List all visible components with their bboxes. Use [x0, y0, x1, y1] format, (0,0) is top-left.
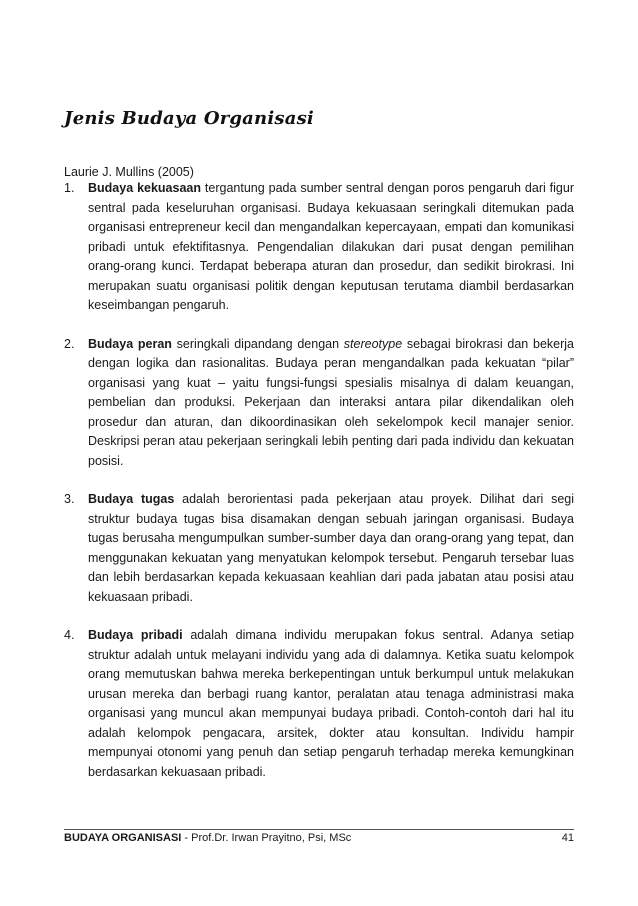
footer-divider [64, 829, 574, 830]
item-number: 1. [64, 181, 75, 195]
item-text: sebagai birokrasi dan bekerja dengan logika dan rasionalitas. Budaya peran mengandalkan pada kekuatan “pilar” organisasi yang kuat – yaitu fungsi-fungsi spesialis misalnya di dalam keuangan, pembelian dan produksi. Pekerjaan dan interaksi antara pilar dikendalikan oleh prosedur dan aturan, dan dikoordinasikan oleh sekelompok kecil manajer senior. Deskripsi peran atau pekerjaan seringkali lebih penting dari pada individu dan kekuatan posisi. [88, 336, 574, 468]
item-term: Budaya pribadi [88, 628, 183, 642]
item-text: adalah berorientasi pada pekerjaan atau proyek. Dilihat dari segi struktur budaya tugas bisa disamakan dengan sebuah jaringan organisasi. Budaya tugas berusaha mengumpulkan sumber-sumber daya dan orang-orang yang tepat, dan menggunakan kekuatan yang menyatukan kelompok tersebut. Pengaruh tersebar luas dan lebih berdasarkan kepada kekuasaan keahlian dari pada jabatan atau posisi atau kekuasaan pribadi. [88, 492, 574, 604]
page-footer [64, 832, 574, 844]
list-item [64, 179, 574, 316]
item-term: Budaya peran [88, 336, 172, 351]
item-number: 4. [64, 628, 75, 642]
item-number: 3. [64, 492, 75, 506]
footer-author: - Prof.Dr. Irwan Prayitno, Psi, MSc [181, 832, 352, 844]
page-number: 41 [561, 832, 574, 844]
page-heading: Jenis Budaya Organisasi [64, 108, 314, 129]
footer-title: BUDAYA ORGANISASI [64, 832, 182, 844]
item-text: tergantung pada sumber sentral dengan poros pengaruh dari figur sentral pada keseluruhan organisasi. Budaya kekuasaan seringkali ditemukan pada organisasi entrepreneur kecil dan mengandalkan kepercayaan, empati dan komunikasi pribadi untuk efektifitasnya. Pengendalian dilakukan dari pusat dengan pemilihan orang-orang kunci. Terdapat beberapa aturan dan prosedur, dan sedikit birokrasi. Ini merupakan suatu organisasi politik dengan keputusan terutama diambil berdasarkan keseimbangan pengaruh. [88, 181, 574, 312]
footer-citation [64, 832, 351, 844]
item-term: Budaya kekuasaan [88, 181, 202, 195]
item-number: 2. [64, 336, 75, 351]
list-item [64, 626, 574, 782]
item-text-before: seringkali dipandang dengan [171, 336, 344, 351]
list-item [64, 335, 574, 472]
culture-type-list [64, 179, 574, 782]
author-citation: Laurie J. Mullins (2005) [64, 165, 194, 179]
item-term: Budaya tugas [88, 492, 175, 506]
item-emphasis: stereotype [343, 336, 403, 351]
list-item [64, 490, 574, 607]
item-text: adalah dimana individu merupakan fokus sentral. Adanya setiap struktur adalah untuk melayani individu yang ada di dalamnya. Ketika suatu kelompok orang memutuskan bahwa mereka berkepentingan untuk berkumpul untuk melakukan urusan mereka dan berbagi ruang kantor, peralatan atau tenaga administrasi maka organisasi yang muncul akan mempunyai budaya pribadi. Contoh-contoh dari hal itu adalah kelompok pengacara, arsitek, dokter atau konsultan. Individu hampir mempunyai otonomi yang penuh dan setiap pengaruh terhadap mereka kemungkinan berdasarkan kekuasaan pribadi. [88, 628, 574, 779]
